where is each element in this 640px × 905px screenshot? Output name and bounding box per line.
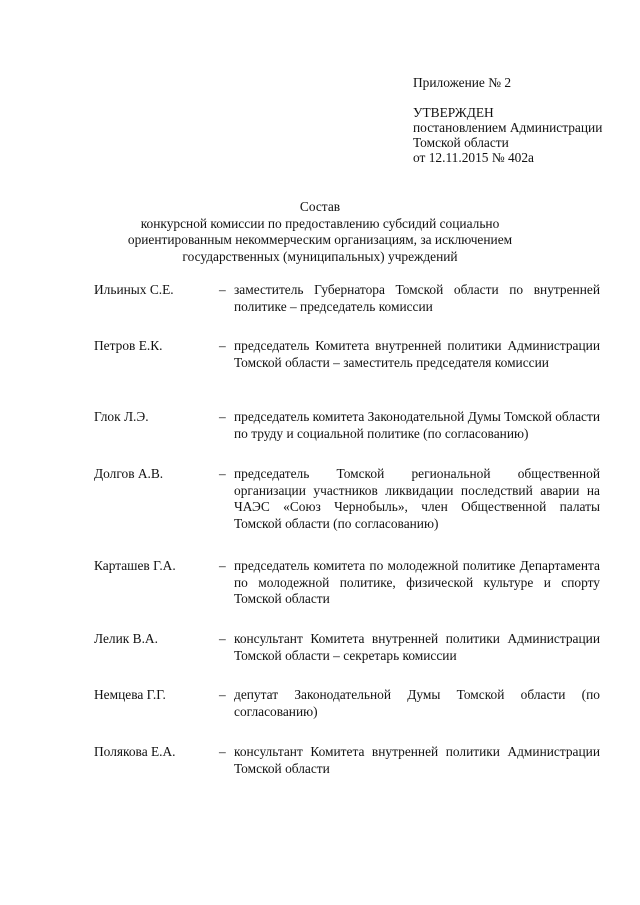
member-dash: – xyxy=(219,466,226,481)
member-dash: – xyxy=(219,282,226,297)
member-name: Полякова Е.А. xyxy=(94,744,176,759)
member-name: Глок Л.Э. xyxy=(94,409,149,424)
member-name: Долгов А.В. xyxy=(94,466,164,481)
member-role: заместитель Губернатора Томской области по внутренней политике – председатель комиссии xyxy=(234,282,600,314)
approval-line-2: Томской области xyxy=(413,135,509,150)
member-name: Лелик В.А. xyxy=(94,631,158,646)
member-role: консультант Комитета внутренней политики Администрации Томской области xyxy=(234,744,600,776)
approval-line-3: от 12.11.2015 № 402а xyxy=(413,150,534,165)
member-name: Немцева Г.Г. xyxy=(94,687,166,702)
document-heading xyxy=(0,199,640,265)
member-role: председатель Томской региональной общественной организации участников ликвидации последствий аварии на ЧАЭС «Союз Чернобыль», член Общественной палаты Томской области (по согласованию) xyxy=(234,466,600,531)
heading-line-3: государственных (муниципальных) учреждений xyxy=(182,248,458,264)
member-dash: – xyxy=(219,687,226,702)
member-dash: – xyxy=(219,409,226,424)
member-dash: – xyxy=(219,338,226,353)
member-name: Ильиных С.Е. xyxy=(94,282,174,297)
member-role: председатель комитета по молодежной политике Департамента по молодежной политике, физической культуре и спорту Томской области xyxy=(234,558,600,606)
approval-line-1: постановлением Администрации xyxy=(413,120,603,135)
heading-title: Состав xyxy=(299,199,341,214)
member-dash: – xyxy=(219,558,226,573)
heading-line-2: ориентированным некоммерческим организациям, за исключением xyxy=(127,232,513,247)
member-name: Петров Е.К. xyxy=(94,338,163,353)
member-role: председатель комитета Законодательной Думы Томской области по труду и социальной политике (по согласованию) xyxy=(234,409,600,441)
member-dash: – xyxy=(219,744,226,759)
approved-stamp-label: УТВЕРЖДЕН xyxy=(413,105,494,120)
member-dash: – xyxy=(219,631,226,646)
member-role: депутат Законодательной Думы Томской области (по согласованию) xyxy=(234,687,600,719)
member-role: консультант Комитета внутренней политики Администрации Томской области – секретарь комиссии xyxy=(234,631,600,663)
heading-line-1: конкурсной комиссии по предоставлению субсидий социально xyxy=(140,215,500,231)
approval-block xyxy=(413,75,628,165)
appendix-number: Приложение № 2 xyxy=(413,75,512,90)
member-role: председатель Комитета внутренней политики Администрации Томской области – заместитель председателя комиссии xyxy=(234,338,600,370)
member-name: Карташев Г.А. xyxy=(94,558,176,573)
